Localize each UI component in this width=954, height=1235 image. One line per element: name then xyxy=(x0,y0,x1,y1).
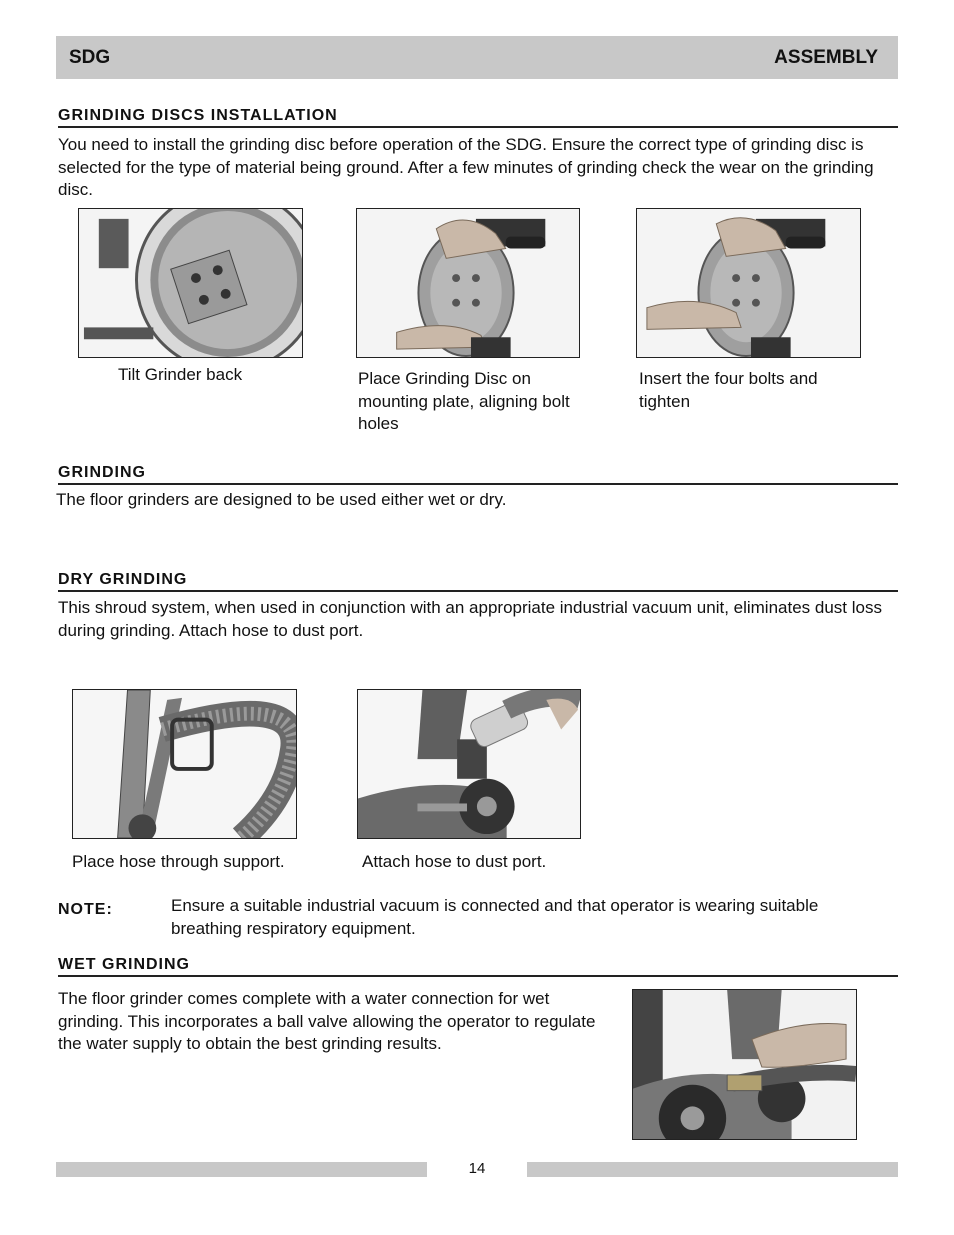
section-title-dry: DRY GRINDING xyxy=(58,571,898,592)
photo-hose-support xyxy=(72,689,297,839)
section-title-grinding: GRINDING xyxy=(58,464,898,485)
photo-place-disc xyxy=(356,208,580,358)
note-text: Ensure a suitable industrial vacuum is connected and that operator is wearing suitable breathing respiratory equipment. xyxy=(171,896,819,938)
page-number: 14 xyxy=(468,1160,486,1177)
caption-hose-support: Place hose through support. xyxy=(72,852,285,871)
grinding-body: The floor grinders are designed to be used either wet or dry. xyxy=(56,490,507,509)
dry-body: This shroud system, when used in conjunction with an appropriate industrial vacuum unit, eliminates dust loss during grinding. Attach hose to dust port. xyxy=(58,598,882,640)
header-section: ASSEMBLY xyxy=(774,46,878,68)
caption-place-disc: Place Grinding Disc on mounting plate, aligning bolt holes xyxy=(358,369,570,433)
discs-body: You need to install the grinding disc before operation of the SDG. Ensure the correct type of grinding disc is selected for the type of material being ground. After a few minutes of grinding check the wear on the grinding disc. xyxy=(58,135,874,199)
photo-water-connection xyxy=(632,989,857,1140)
section-title-wet: WET GRINDING xyxy=(58,956,898,977)
footer-bar-left xyxy=(56,1162,427,1177)
page-header xyxy=(56,36,898,79)
photo-tilt-grinder xyxy=(78,208,303,358)
section-title-discs: GRINDING DISCS INSTALLATION xyxy=(58,107,898,128)
wet-body: The floor grinder comes complete with a water connection for wet grinding. This incorporates a ball valve allowing the operator to regulate the water supply to obtain the best grinding results. xyxy=(58,989,596,1053)
caption-insert-bolts: Insert the four bolts and tighten xyxy=(639,369,818,411)
photo-insert-bolts xyxy=(636,208,861,358)
header-product: SDG xyxy=(69,46,111,68)
note-label: NOTE: xyxy=(58,901,113,918)
footer-bar-right xyxy=(527,1162,898,1177)
caption-dust-port: Attach hose to dust port. xyxy=(362,852,547,871)
caption-tilt-grinder: Tilt Grinder back xyxy=(118,365,243,384)
photo-dust-port xyxy=(357,689,581,839)
